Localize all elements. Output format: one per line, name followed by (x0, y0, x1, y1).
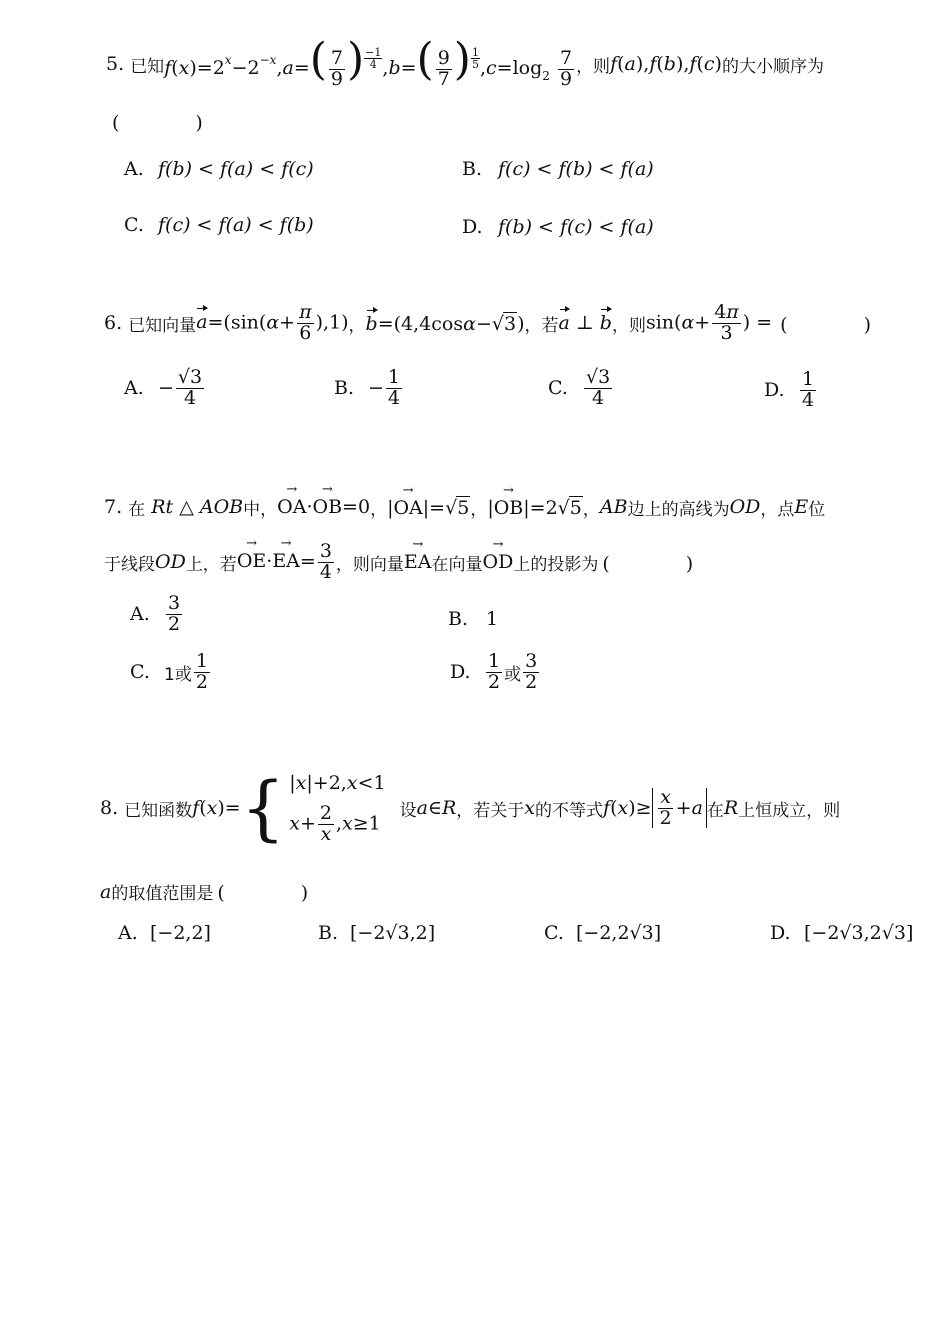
q6-option-c (548, 368, 614, 409)
q7-oa-length: |OA →|=√5 (387, 496, 470, 519)
q8-option-d: D. [−2√3,2√3] (770, 922, 914, 944)
q7-triangle: Rt △ AOB (151, 496, 244, 518)
q8-option-c-label: C. (544, 922, 564, 944)
q7-condition: OE →·EA →= $\frac{3}{4}$ (237, 542, 336, 583)
q7-option-b-label: B. (448, 608, 469, 630)
q6-perp: a ⊥ b (558, 312, 612, 334)
q6-text-2: ，若 (524, 315, 559, 336)
q5-text-2: ，则 (576, 56, 611, 77)
q5-option-b-label: B. (462, 158, 483, 180)
q6-option-a-label: A. (124, 377, 144, 400)
q7-ob-length: |OB →|=2√5 (487, 496, 583, 519)
q7-option-c: C. 1或 $\frac{1}{2}$ (130, 650, 208, 693)
q8-stem-line2: a 的取值范围是 ( ) (100, 878, 308, 905)
q6-vector-a: a=(sin(α+ $\frac{\pi}{6}$ ),1) (196, 300, 349, 344)
q5-text-1: 已知 (130, 56, 165, 77)
q5-stem (106, 34, 824, 90)
q8-option-c: C. [−2,2√3] (544, 922, 662, 944)
q6-option-c-value: $\frac{√3}{4}$ (586, 366, 611, 409)
q8-answer-paren: ( ) (217, 882, 309, 904)
q6-option-b: B. − $\frac{1}{4}$ (334, 366, 401, 409)
q7-option-a-label: A. (130, 603, 150, 626)
q7-option-a: A. $\frac{3}{2}$ (130, 592, 181, 635)
q5-option-c-text: f(c) < f(a) < f(b) (158, 214, 314, 236)
q7-stem-line1: 7. 在 Rt △ AOB 中， OA →·OB →=0 ， |OA →|=√5 ， |OB →|=2√5 ， AB 边上的高线为 OD ，点 E 位 (104, 490, 825, 524)
q8-stem-line1: 8. 已知函数 f ( x )= { |x|+2,x<1 x+ $\frac{2}{x}$ ,x≥1 设 a ∈ R ，若关于 x 的不等式 f ( x )≥ $\frac{x}{2}$ + a 在 R 上恒成立，则 (100, 767, 841, 849)
q5-option-c-label: C. (124, 214, 144, 236)
q5-option-c (124, 214, 314, 236)
q8-number: 8. (100, 797, 119, 819)
q7-option-d: D. $\frac{1}{2}$ 或 $\frac{3}{2}$ (450, 650, 538, 693)
q6-option-d (764, 370, 818, 411)
q6-option-c-label: C. (548, 377, 568, 400)
q5-formula: $f(x)=2^x-2^{-x},a=$( $\frac{7}{9}$ ) $\frac{-1}{4}$ ,b=( $\frac{9}{7}$ ) $\frac{1}{5}$ $,c=\log_2$ $\frac{7}{9}$ (164, 34, 573, 90)
q7-option-b: B. 1 (448, 608, 499, 630)
q5-answer-paren: ( ) (112, 112, 203, 134)
q7-option-c-label: C. (130, 661, 150, 684)
q7-answer-paren: ( ) (602, 552, 694, 575)
q8-piecewise: f ( x )= { |x|+2,x<1 x+ $\frac{2}{x}$ ,x≥1 (192, 767, 386, 849)
q8-option-a-label: A. (118, 922, 138, 944)
q5-option-d (462, 216, 654, 238)
q5-option-a-text: f(b) < f(a) < f(c) (158, 158, 314, 180)
q8-option-b: B. [−2√3,2] (318, 922, 436, 944)
q6-answer-paren: ( ) (780, 313, 871, 336)
q6-text-1: 已知向量 (128, 315, 197, 336)
q5-option-d-text: f(b) < f(c) < f(a) (498, 216, 654, 238)
q8-option-a: A. [−2,2] (118, 922, 211, 944)
q5-option-a (124, 158, 314, 180)
q8-inequality: f ( x )≥ $\frac{x}{2}$ + a (603, 788, 707, 829)
q6-option-d-value: $\frac{1}{4}$ (802, 368, 815, 411)
q7-number: 7. (104, 496, 123, 518)
q6-number: 6. (104, 312, 123, 334)
q5-option-b-text: f(c) < f(b) < f(a) (498, 158, 654, 180)
q5-number: 5. (106, 53, 125, 75)
q5-option-a-label: A. (124, 158, 144, 180)
q6-option-b-value: $\frac{1}{4}$ (387, 366, 401, 409)
q8-option-b-label: B. (318, 922, 339, 944)
q5-fvals: f(a),f(b),f(c) (610, 53, 722, 75)
q6-option-a-value: $\frac{√3}{4}$ (177, 366, 203, 409)
q5-text-3: 的大小顺序为 (721, 56, 824, 77)
q5-option-d-label: D. (462, 216, 483, 238)
q8-option-d-label: D. (770, 922, 791, 944)
q5-option-b (462, 158, 654, 180)
q6-vector-b: b=(4,4cosα−√3) (365, 312, 525, 335)
q7-dot-zero: OA →·OB →=0 (277, 496, 370, 518)
q6-option-d-label: D. (764, 379, 785, 402)
q7-stem-line2: 于线段 OD 上，若 OE →·EA →= $\frac{3}{4}$ ，则向量 EA → 在向量 OD → 上的投影为 ( ) (104, 538, 693, 586)
q6-option-b-label: B. (334, 377, 355, 400)
q7-option-d-label: D. (450, 661, 471, 684)
q6-target: sin(α+ $\frac{4\pi}{3}$ ) = (645, 300, 773, 344)
q6-option-a: A. − $\frac{√3}{4}$ (124, 366, 203, 409)
q6-stem: 6. 已知向量 a=(sin(α+ $\frac{\pi}{6}$ ),1) ， b=(4,4cosα−√3) ，若 a ⊥ b ，则 sin(α+ $\frac{4\pi}{3}$ ) = ( ) (104, 300, 871, 344)
q6-text-3: ，则 (611, 315, 646, 336)
